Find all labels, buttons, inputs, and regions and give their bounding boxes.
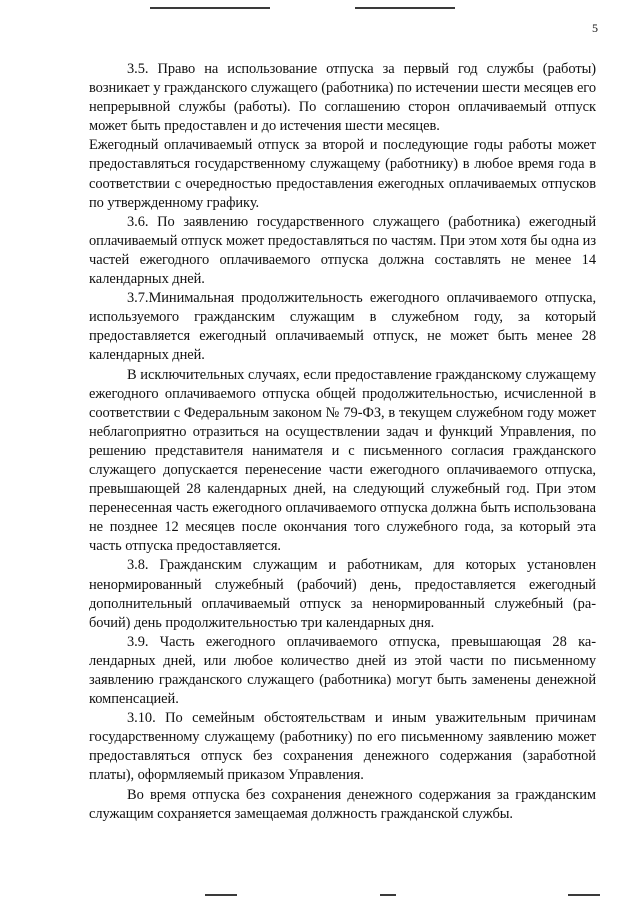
paragraph-unpaid-leave-position: Во время отпуска без сохранения денежного содержания за гражданским служащим сохраняется замещаемая должность гражданской службы. [89,786,596,822]
scan-artifact-top [150,7,270,9]
paragraph-annual-leave-second-year: Ежегодный оплачиваемый отпуск за второй и последующие годы работы может предоставляться государственному служащему (работнику) в любое время года в соответствии с очередностью предоставления ежегодных оплачиваемых отпусков по утвержденному графику. [89,137,596,211]
scan-artifact-bottom [568,894,600,896]
paragraph-3-10: 3.10. По семейным обстоятельствам и иным уважительным причинам государственному служащему (работнику) по его письменному заявлению может предоставляться отпуск без сохранения денежного содержания (заработной платы), оформляемый приказом Управления. [89,710,596,784]
paragraph-3-7: 3.7.Минимальная продолжительность ежегодного оплачиваемого отпуска, используемого гражданским служащим в служебном году, за который предоставляется ежегодный оплачиваемый отпуск, не может быть менее 28 календарных дней. [89,290,596,364]
scan-artifact-bottom [380,894,396,896]
scan-artifact-top [355,7,455,9]
scan-artifact-bottom [205,894,237,896]
page-number: 5 [592,21,598,35]
paragraph-3-9: 3.9. Часть ежегодного оплачиваемого отпуска, превышающая 28 календарных дней, или любое количество дней из этой части по письменному заявлению гражданского служащего (работника) могут быть заменены денежной компенсацией. [89,633,596,708]
document-body [89,60,596,824]
paragraph-3-8: 3.8. Гражданским служащим и работникам, для которых установлен ненормированный служебный (рабочий) день, предоставляется ежегодный дополнительный оплачиваемый отпуск за ненормированный служебный (рабочий) день продолжительностью три календарных дня. [89,557,596,631]
paragraph-exceptional-cases: В исключительных случаях, если предоставление гражданскому служащему ежегодного оплачиваемого отпуска общей продолжительностью, исчисленной в соответствии с Федеральным законом № 79-ФЗ, в текущем служебном году может неблагоприятно отразиться на осуществлении задач и функций Управления, по решению представителя нанимателя и с письменного согласия гражданского служащего допускается перенесение части ежегодного оплачиваемого отпуска, превышающей 28 календарных дней, на следующий служебный год. При этом перенесенная часть ежегодного оплачиваемого отпуска должна быть использована не позднее 12 месяцев после окончания того служебного года, за который эта часть отпуска предоставляется. [89,366,596,555]
paragraph-3-6: 3.6. По заявлению государственного служащего (работника) ежегодный оплачиваемый отпуск может предоставляться по частям. При этом хотя бы одна из частей ежегодного оплачиваемого отпуска должна составлять не менее 14 календарных дней. [89,213,596,288]
paragraph-3-5: 3.5. Право на использование отпуска за первый год службы (работы) возникает у гражданского служащего (работника) по истечении шести месяцев его непрерывной службы (работы). По соглашению сторон оплачиваемый отпуск может быть предоставлен и до истечения шести месяцев. [89,61,596,135]
